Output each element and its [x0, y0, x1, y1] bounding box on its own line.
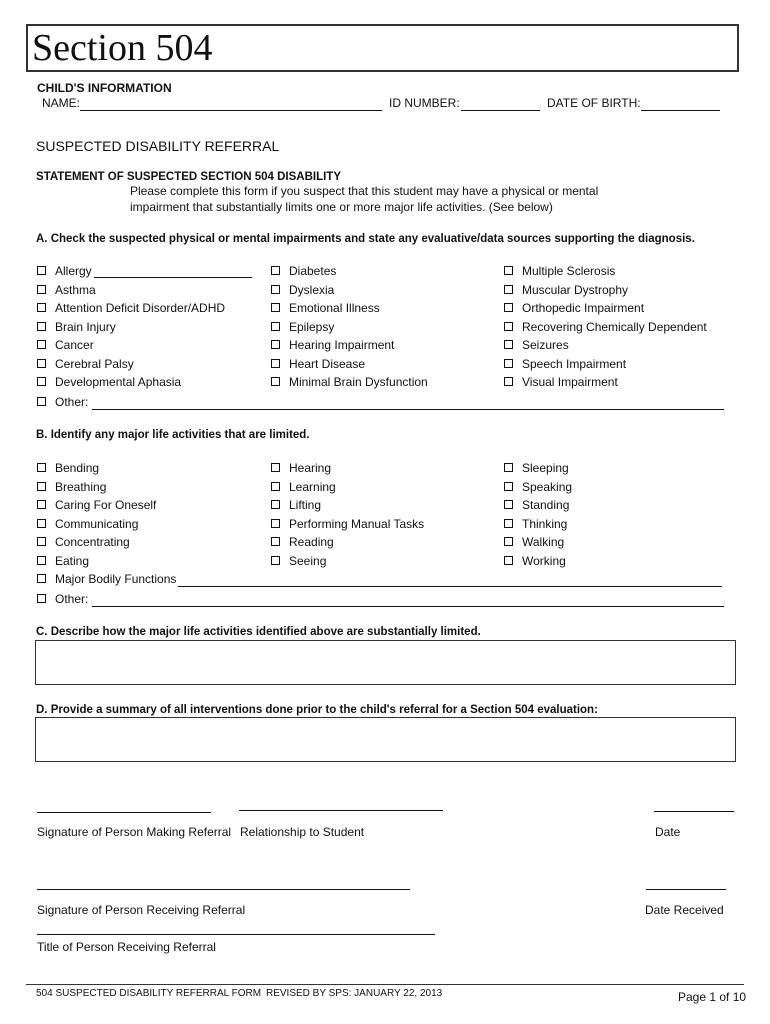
id-number-field[interactable] [461, 110, 540, 111]
allergy-source-field[interactable] [94, 277, 252, 278]
hearing-label: Hearing [289, 461, 332, 475]
minimal-brain-dysfunction-label: Minimal Brain Dysfunction [289, 375, 428, 389]
date-received-label: Date Received [645, 903, 724, 917]
concentrating-label: Concentrating [55, 535, 130, 550]
activity-other-label: Other: [55, 592, 89, 606]
eating-checkbox[interactable] [37, 556, 46, 565]
caring-for-oneself-label: Caring For Oneself [55, 498, 157, 513]
footer-form-name: 504 SUSPECTED DISABILITY REFERRAL FORM [36, 988, 262, 999]
muscular-dystrophy-label: Muscular Dystrophy [522, 282, 629, 297]
name-field[interactable] [80, 110, 382, 111]
caring-for-oneself-checkbox[interactable] [37, 500, 46, 509]
performing-manual-tasks-checkbox[interactable] [271, 519, 280, 528]
activity-other-field[interactable] [92, 606, 724, 607]
impairment-other-label: Other: [55, 395, 89, 409]
receiver-title-line[interactable] [37, 934, 435, 935]
hearing-impairment-label: Hearing Impairment [289, 338, 395, 352]
section-d-heading: D. Provide a summary of all interventions done prior to the child's referral for a Section 504 evaluation: [36, 704, 598, 716]
visual-impairment-label: Visual Impairment [522, 375, 618, 389]
communicating-label: Communicating [55, 516, 139, 531]
date-received-line[interactable] [646, 889, 726, 890]
section-c-heading: C. Describe how the major life activities identified above are substantially limited. [36, 626, 481, 638]
asthma-label: Asthma [55, 282, 96, 297]
orthopedic-impairment-checkbox[interactable] [504, 303, 513, 312]
emotional-illness-label: Emotional Illness [289, 301, 380, 315]
cancer-label: Cancer [55, 338, 94, 352]
performing-manual-tasks-label: Performing Manual Tasks [289, 516, 425, 531]
section-d-textarea[interactable] [35, 717, 736, 762]
hearing-impairment-checkbox[interactable] [271, 340, 280, 349]
id-number-label: ID NUMBER: [389, 96, 460, 110]
learning-checkbox[interactable] [271, 482, 280, 491]
attention-deficit-disorder-adhd-label: Attention Deficit Disorder/ADHD [55, 301, 226, 315]
dob-field[interactable] [641, 110, 720, 111]
epilepsy-checkbox[interactable] [271, 322, 280, 331]
page-number: Page 1 of 10 [678, 990, 747, 1004]
footer-revised: REVISED BY SPS: JANUARY 22, 2013 [266, 988, 443, 999]
speech-impairment-checkbox[interactable] [504, 359, 513, 368]
recovering-chemically-dependent-checkbox[interactable] [504, 322, 513, 331]
section-c-textarea[interactable] [35, 640, 736, 685]
orthopedic-impairment-label: Orthopedic Impairment [522, 301, 645, 315]
page-title: Section 504 [32, 27, 213, 69]
standing-label: Standing [522, 498, 570, 513]
receiver-title-label: Title of Person Receiving Referral [37, 940, 216, 954]
section-a-heading: A. Check the suspected physical or mental impairments and state any evaluative/data sources supporting the diagnosis. [36, 233, 695, 245]
recovering-chemically-dependent-label: Recovering Chemically Dependent [522, 319, 707, 334]
dyslexia-checkbox[interactable] [271, 285, 280, 294]
relationship-line[interactable] [239, 810, 443, 811]
reading-label: Reading [289, 535, 334, 550]
footer-divider [26, 984, 744, 985]
allergy-checkbox[interactable] [37, 266, 46, 275]
activity-other-checkbox[interactable] [37, 594, 46, 603]
seizures-checkbox[interactable] [504, 340, 513, 349]
bending-label: Bending [55, 461, 100, 475]
cancer-checkbox[interactable] [37, 340, 46, 349]
brain-injury-checkbox[interactable] [37, 322, 46, 331]
statement-heading: STATEMENT OF SUSPECTED SECTION 504 DISABILITY [36, 171, 341, 183]
walking-label: Walking [522, 535, 565, 550]
working-checkbox[interactable] [504, 556, 513, 565]
impairment-other-field[interactable] [92, 409, 724, 410]
lifting-checkbox[interactable] [271, 500, 280, 509]
sleeping-checkbox[interactable] [504, 463, 513, 472]
learning-label: Learning [289, 479, 336, 494]
child-info-heading: CHILD'S INFORMATION [37, 81, 172, 95]
muscular-dystrophy-checkbox[interactable] [504, 285, 513, 294]
visual-impairment-checkbox[interactable] [504, 377, 513, 386]
concentrating-checkbox[interactable] [37, 537, 46, 546]
seeing-checkbox[interactable] [271, 556, 280, 565]
working-label: Working [522, 554, 566, 568]
heart-disease-checkbox[interactable] [271, 359, 280, 368]
referral-heading: SUSPECTED DISABILITY REFERRAL [36, 138, 280, 154]
epilepsy-label: Epilepsy [289, 319, 335, 334]
receiver-signature-label: Signature of Person Receiving Referral [37, 903, 246, 917]
maker-signature-label: Signature of Person Making Referral [37, 825, 232, 839]
dob-label: DATE OF BIRTH: [547, 96, 641, 110]
emotional-illness-checkbox[interactable] [271, 303, 280, 312]
relationship-label: Relationship to Student [240, 825, 365, 839]
breathing-label: Breathing [55, 479, 107, 494]
multiple-sclerosis-label: Multiple Sclerosis [522, 264, 616, 278]
developmental-aphasia-checkbox[interactable] [37, 377, 46, 386]
thinking-checkbox[interactable] [504, 519, 513, 528]
heart-disease-label: Heart Disease [289, 356, 366, 371]
statement-line-2: impairment that substantially limits one or more major life activities. (See below) [130, 200, 553, 214]
breathing-checkbox[interactable] [37, 482, 46, 491]
bending-checkbox[interactable] [37, 463, 46, 472]
developmental-aphasia-label: Developmental Aphasia [55, 375, 182, 389]
sleeping-label: Sleeping [522, 461, 569, 475]
thinking-label: Thinking [522, 516, 568, 531]
speaking-label: Speaking [522, 479, 573, 494]
receiver-signature-line[interactable] [37, 889, 410, 890]
maker-signature-line[interactable] [37, 812, 211, 813]
statement-line-1: Please complete this form if you suspect that this student may have a physical or mental [130, 184, 599, 198]
cerebral-palsy-label: Cerebral Palsy [55, 356, 134, 371]
date-line[interactable] [654, 811, 734, 812]
date-label: Date [655, 825, 681, 839]
walking-checkbox[interactable] [504, 537, 513, 546]
multiple-sclerosis-checkbox[interactable] [504, 266, 513, 275]
standing-checkbox[interactable] [504, 500, 513, 509]
minimal-brain-dysfunction-checkbox[interactable] [271, 377, 280, 386]
brain-injury-label: Brain Injury [55, 319, 116, 334]
seizures-label: Seizures [522, 338, 569, 352]
diabetes-checkbox[interactable] [271, 266, 280, 275]
reading-checkbox[interactable] [271, 537, 280, 546]
bodily-functions-checkbox[interactable] [37, 574, 46, 583]
section-b-heading: B. Identify any major life activities that are limited. [36, 429, 310, 441]
lifting-label: Lifting [289, 498, 322, 513]
diabetes-label: Diabetes [289, 264, 337, 278]
seeing-label: Seeing [289, 554, 327, 568]
allergy-label: Allergy [55, 264, 92, 278]
speaking-checkbox[interactable] [504, 482, 513, 491]
impairment-other-checkbox[interactable] [37, 397, 46, 406]
asthma-checkbox[interactable] [37, 285, 46, 294]
bodily-functions-label: Major Bodily Functions [55, 572, 177, 586]
attention-deficit-disorder-adhd-checkbox[interactable] [37, 303, 46, 312]
eating-label: Eating [55, 554, 90, 568]
bodily-functions-field[interactable] [178, 586, 722, 587]
dyslexia-label: Dyslexia [289, 282, 335, 297]
cerebral-palsy-checkbox[interactable] [37, 359, 46, 368]
name-label: NAME: [42, 96, 81, 110]
communicating-checkbox[interactable] [37, 519, 46, 528]
speech-impairment-label: Speech Impairment [522, 356, 627, 371]
hearing-checkbox[interactable] [271, 463, 280, 472]
